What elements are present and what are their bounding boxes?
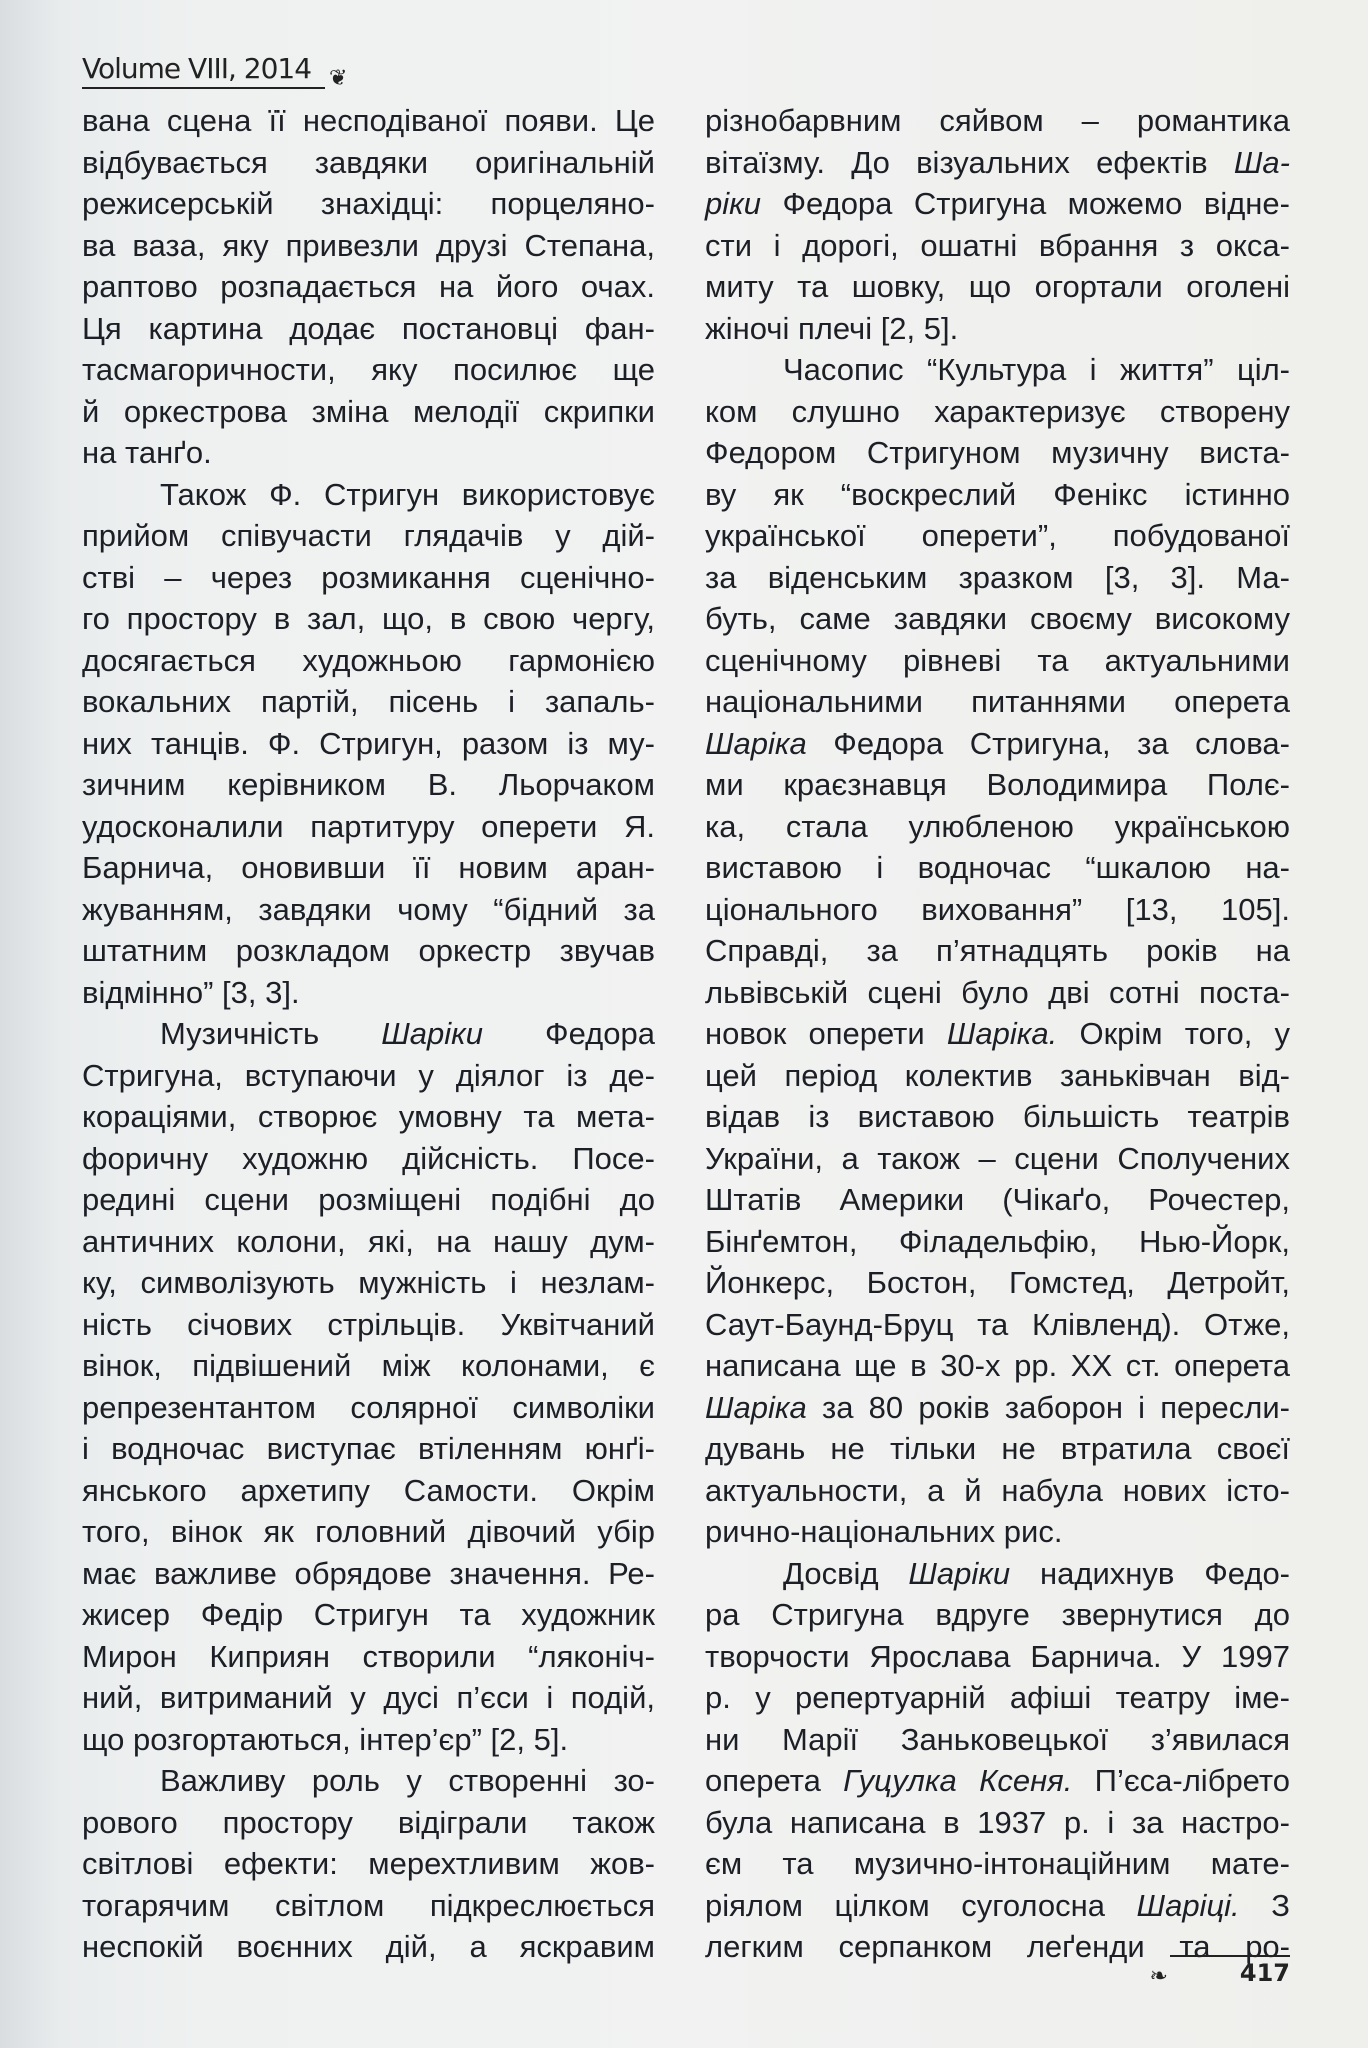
italic-title: Шаріки: [381, 1016, 484, 1051]
text-line: й оркестрова зміна мелодії скрипки: [82, 393, 655, 429]
text-line: Йонкерс, Бостон, Гомстед, Детройт,: [705, 1265, 1290, 1300]
text-line: Ця картина додає постановці фан-: [82, 310, 655, 346]
text-line: за віденським зразком [3, 3]. Ма-: [705, 559, 1290, 595]
text-line: янського архетипу Самости. Окрім: [82, 1472, 655, 1508]
text-line: удосконалили партитуру оперети Я.: [82, 808, 655, 844]
text-line: [705, 1885, 1290, 1927]
text-line: штатним розкладом оркестр звучав: [82, 933, 655, 968]
text-run: Досвід: [783, 1555, 909, 1591]
text-line: миту та шовку, що огортали оголені: [705, 269, 1290, 304]
text-line: єм та музично-інтонаційним мате-: [705, 1846, 1290, 1881]
text-line: відбувається завдяки оригінальній: [82, 144, 655, 180]
text-line: дувань не тільки не втратила своєї: [705, 1431, 1290, 1466]
text-line: сти і дорогі, ошатні вбрання з окса-: [705, 227, 1290, 263]
text-line: [705, 723, 1290, 765]
text-line: вана сцена її несподіваної появи. Це: [82, 103, 655, 138]
text-run: надихнув Федо-: [1010, 1555, 1291, 1591]
text-line: української оперети”, побудованої: [705, 518, 1290, 553]
text-line: Бінґемтон, Філадельфію, Нью-Йорк,: [705, 1223, 1290, 1259]
text-line: буть, саме завдяки своєму високому: [705, 601, 1290, 636]
italic-title: Ша-: [1233, 144, 1290, 180]
text-run: Федора Стригуна, за слова-: [806, 725, 1290, 761]
text-line: вінок, підвішений між колонами, є: [82, 1348, 655, 1383]
text-line: ком слушно характеризує створену: [705, 393, 1290, 429]
right-text-column: [705, 100, 1290, 1968]
text-run: Федора Стригуна можемо відне-: [761, 186, 1290, 221]
text-line: жисер Федір Стригун та художник: [82, 1597, 655, 1632]
left-text-column: [82, 100, 655, 1968]
text-line: ни Марії Заньковецької з’явилася: [705, 1721, 1290, 1757]
text-line: актуальности, а й набула нових істо-: [705, 1472, 1290, 1508]
text-run: за 80 років заборон і пересли-: [806, 1389, 1290, 1425]
floral-ornament-icon: ❦: [329, 65, 348, 90]
text-line: го простору в зал, що, в свою чергу,: [82, 601, 655, 636]
text-line: Часопис “Культура і життя” ціл-: [783, 352, 1290, 387]
text-line: Саут-Баунд-Бруц та Клівленд). Отже,: [705, 1306, 1290, 1342]
text-line: виставою і водночас “шкалою на-: [705, 850, 1290, 885]
text-line: неспокій воєнних дій, а яскравим: [82, 1929, 655, 1964]
running-header: [82, 52, 347, 89]
text-line: творчости Ярослава Барнича. У 1997: [705, 1638, 1290, 1674]
text-run: П’єса-лібрето: [1072, 1763, 1290, 1798]
italic-title: Шаріка: [705, 725, 807, 761]
text-line: Також Ф. Стригун використовує: [160, 476, 655, 512]
text-line: України, а також – сцени Сполучених: [705, 1140, 1290, 1176]
text-line: ра Стригуна вдруге звернутися до: [705, 1597, 1290, 1632]
text-line: форичну художню дійсність. Посе-: [82, 1140, 655, 1176]
text-line: [705, 1553, 1290, 1595]
text-line: відав із виставою більшість театрів: [705, 1099, 1290, 1134]
text-line: ку, символізують мужність і незлам-: [82, 1265, 655, 1300]
text-line: національними питаннями оперета: [705, 684, 1290, 719]
text-line: [82, 1013, 655, 1055]
text-line: і водночас виступає втіленням юнґі-: [82, 1431, 655, 1466]
text-line: написана ще в 30-х рр. XX ст. оперета: [705, 1348, 1290, 1383]
italic-title: Шаріці.: [1136, 1887, 1240, 1923]
text-line: різнобарвним сяйвом – романтика: [705, 103, 1290, 138]
text-line: Штатів Америки (Чікаґо, Рочестер,: [705, 1182, 1290, 1217]
text-line: ціонального виховання” [13, 105].: [705, 891, 1290, 927]
text-line: [705, 183, 1290, 225]
text-line: тасмагоричности, яку посилює ще: [82, 352, 655, 387]
text-line: має важливе обрядове значення. Ре-: [82, 1555, 655, 1591]
text-line: репрезентантом солярної символіки: [82, 1389, 655, 1425]
text-line: жіночі плечі [2, 5].: [705, 310, 959, 346]
italic-title: Шаріка: [705, 1389, 807, 1425]
italic-title: ріки: [705, 186, 762, 221]
text-line: Справді, за п’ятнадцять років на: [705, 933, 1290, 968]
text-run: Музичність: [160, 1016, 382, 1051]
text-line: стві – через розмикання сценічно-: [82, 559, 655, 595]
text-run: новок оперети: [705, 1016, 947, 1051]
italic-title: Шаріки: [908, 1555, 1011, 1591]
text-line: була написана в 1937 р. і за настро-: [705, 1804, 1290, 1840]
text-line: них танців. Ф. Стригун, разом із му-: [82, 725, 655, 761]
text-line: рового простору відіграли також: [82, 1804, 655, 1840]
journal-volume-title: Volume VIII, 2014: [82, 52, 325, 89]
text-line: на танґо.: [82, 435, 212, 470]
text-run: оперета: [705, 1763, 844, 1798]
text-run: З: [1239, 1887, 1290, 1923]
text-line: раптово розпадається на його очах.: [82, 269, 655, 304]
text-line: режисерській знахідці: порцеляно-: [82, 186, 655, 221]
text-line: Барнича, оновивши її новим аран-: [82, 850, 655, 885]
text-run: вітаїзму. До візуальних ефектів: [705, 144, 1234, 180]
text-line: сценічному рівневі та актуальними: [705, 642, 1290, 678]
text-line: ний, витриманий у дусі п’єси і подій,: [82, 1680, 655, 1715]
text-line: античних колони, які, на нашу дум-: [82, 1223, 655, 1259]
text-line: ність січових стрільців. Уквітчаний: [82, 1306, 655, 1342]
text-line: ка, стала улюбленою українською: [705, 808, 1290, 844]
text-line: кораціями, створює умовну та мета-: [82, 1099, 655, 1134]
text-line: Важливу роль у створенні зо-: [160, 1763, 655, 1798]
italic-title: Шаріка.: [946, 1016, 1058, 1051]
text-line: [705, 1760, 1290, 1802]
text-line: ми краєзнавця Володимира Полє-: [705, 767, 1290, 802]
text-line: Федором Стригуном музичну виста-: [705, 435, 1290, 470]
text-line: тогарячим світлом підкреслюється: [82, 1887, 655, 1923]
text-line: [705, 1013, 1290, 1055]
text-line: Мирон Киприян створили “ляконіч-: [82, 1638, 655, 1674]
text-line: ву як “воскреслий Фенікс істинно: [705, 476, 1290, 512]
text-line: вокальних партій, пісень і запаль-: [82, 684, 655, 719]
text-line: [705, 1387, 1290, 1429]
text-line: легким серпанком леґенди та ро-: [705, 1929, 1290, 1964]
text-line: що розгортаються, інтер’єр” [2, 5].: [82, 1721, 569, 1757]
text-line: р. у репертуарній афіші театру іме-: [705, 1680, 1290, 1715]
text-line: прийом співучасти глядачів у дій-: [82, 518, 655, 553]
text-line: того, вінок як головний дівочий убір: [82, 1514, 655, 1549]
text-line: [705, 142, 1290, 184]
text-line: досягається художньою гармонією: [82, 642, 655, 678]
text-run: ріялом цілком суголосна: [705, 1887, 1137, 1923]
text-line: рично-національних рис.: [705, 1514, 1063, 1549]
italic-title: Гуцулка Ксеня.: [843, 1763, 1073, 1798]
text-line: львівській сцені було дві сотні поста-: [705, 974, 1290, 1010]
text-line: зичним керівником В. Льорчаком: [82, 767, 655, 802]
text-line: жуванням, завдяки чому “бідний за: [82, 891, 655, 927]
floral-ornament-icon: ❧: [1149, 1963, 1168, 1988]
text-run: Окрім того, у: [1057, 1016, 1290, 1051]
text-line: Стригуна, вступаючи у діялог із де-: [82, 1057, 655, 1093]
text-line: цей період колектив заньківчан від-: [705, 1057, 1290, 1093]
page-footer: [1149, 1955, 1290, 1987]
text-run: Федора: [483, 1016, 655, 1051]
page-number: 417: [1170, 1955, 1290, 1987]
text-line: ва ваза, яку привезли друзі Степана,: [82, 227, 655, 263]
text-line: відмінно” [3, 3].: [82, 974, 300, 1010]
text-line: світлові ефекти: мерехтливим жов-: [82, 1846, 655, 1881]
text-line: редині сцени розміщені подібні до: [82, 1182, 655, 1217]
